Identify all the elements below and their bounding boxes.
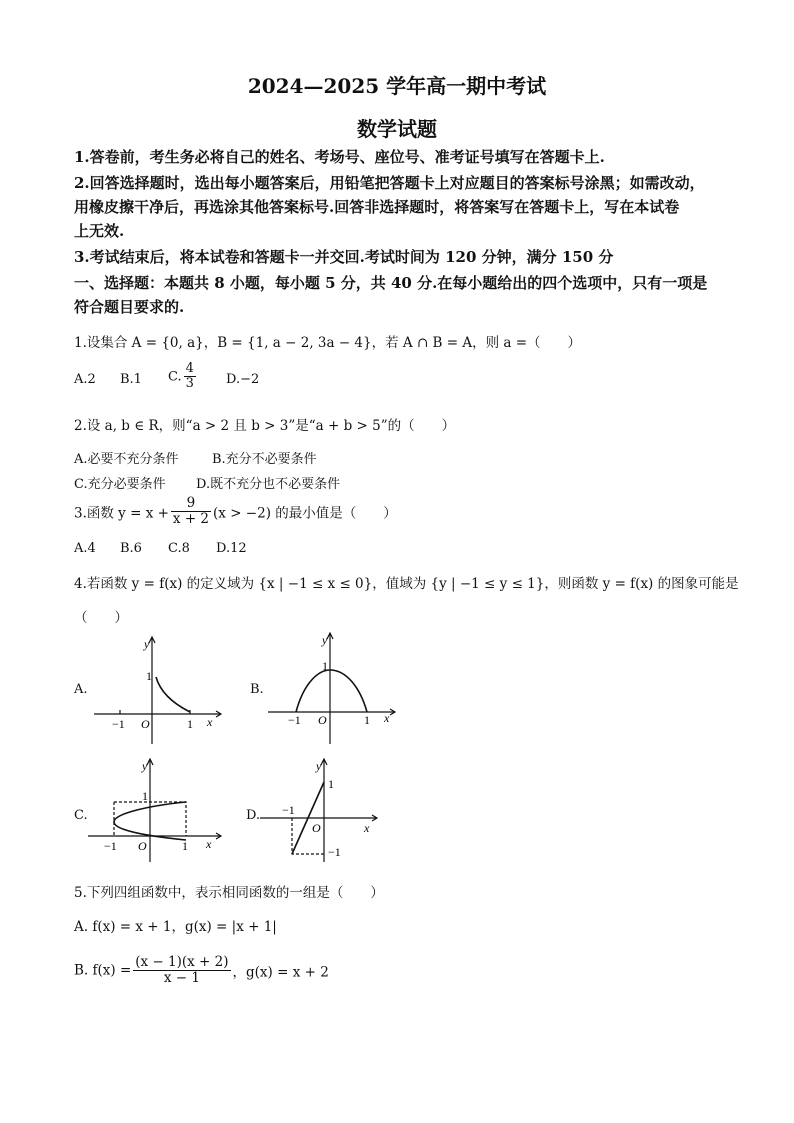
- q4-graph-b-y-label: y: [322, 633, 328, 647]
- q4-graph-c-tick-neg1: −1: [104, 839, 117, 853]
- q5-option-a: A. f(x) = x + 1，g(x) = |x + 1|: [74, 919, 277, 935]
- q4-graph-d-tick-1: 1: [328, 777, 334, 791]
- exam-title: 2024—2025 学年高一期中考试: [247, 74, 547, 98]
- question-5: 5.下列四组函数中，表示相同函数的一组是（ ）: [74, 885, 384, 901]
- q5-option-b-post: ，g(x) = x + 2: [232, 964, 329, 981]
- q4-graph-a-y-label: y: [144, 637, 150, 651]
- q1-option-c-numerator: 4: [185, 361, 194, 376]
- q4-option-a-label: A.: [74, 682, 88, 697]
- q5-option-b-numerator: (x − 1)(x + 2): [135, 954, 229, 970]
- q3-text-pre: 3.函数 y = x +: [74, 505, 169, 522]
- question-4-paren: （ ）: [74, 610, 128, 626]
- q4-graph-d-x-label: x: [364, 821, 370, 835]
- q5-option-b-denominator: x − 1: [163, 969, 200, 986]
- q3-denominator: x + 2: [172, 510, 210, 527]
- q4-graph-c-x-label: x: [206, 837, 212, 851]
- q3-option-c: C.8: [168, 541, 190, 556]
- question-2: 2.设 a, b ∈ R，则“a > 2 且 b > 3”是“a + b > 5”的（ ）: [74, 418, 456, 434]
- q4-graph-b-tick-neg1: −1: [288, 713, 301, 727]
- q1-option-d: D.−2: [226, 372, 260, 387]
- q4-graph-b: [264, 632, 404, 750]
- instruction-3: 3.考试结束后，将本试卷和答题卡一并交回.考试时间为 120 分钟，满分 150 分: [74, 248, 614, 266]
- q4-graph-a-tick-1y: 1: [146, 669, 152, 683]
- q2-option-c: C.充分必要条件: [74, 477, 166, 492]
- q3-numerator: 9: [171, 496, 211, 512]
- q4-graph-d: [258, 756, 388, 864]
- section-heading-cont: 符合题目要求的.: [74, 298, 185, 316]
- q4-graph-b-x-label: x: [384, 711, 390, 725]
- q2-option-a: A.必要不充分条件: [74, 452, 179, 467]
- q4-graph-a-tick-1x: 1: [187, 717, 193, 731]
- exam-subtitle: 数学试题: [357, 117, 437, 141]
- instruction-2: 2.回答选择题时，选出每小题答案后，用铅笔把答题卡上对应题目的答案标号涂黑；如需改动，: [74, 174, 705, 192]
- q4-graph-a-x-label: x: [207, 715, 213, 729]
- q4-graph-d-tick-neg1-y: −1: [328, 845, 341, 859]
- q4-option-c-label: C.: [74, 808, 88, 823]
- q1-option-c-label: C.: [168, 369, 182, 385]
- q4-graph-a-origin: O: [141, 717, 150, 731]
- q4-graph-c: [86, 756, 226, 864]
- instruction-2-cont: 用橡皮擦干净后，再选涂其他答案标号.回答非选择题时，将答案写在答题卡上，写在本试卷: [74, 198, 680, 216]
- q5-option-b-pre: B. f(x) =: [74, 962, 132, 979]
- instruction-2-end: 上无效.: [74, 222, 125, 240]
- q4-graph-c-tick-1x: 1: [182, 839, 188, 853]
- q4-graph-b-tick-1y: 1: [322, 659, 328, 673]
- q4-graph-a-tick-neg1: −1: [112, 717, 125, 731]
- q4-graph-d-y-label: y: [316, 759, 322, 773]
- q3-option-d: D.12: [216, 541, 247, 556]
- q4-graph-a: [90, 632, 230, 750]
- q5-option-b: [74, 955, 329, 986]
- q4-graph-d-tick-neg1-x: −1: [282, 803, 295, 817]
- q3-option-b: B.6: [120, 541, 142, 556]
- q1-option-c-denominator: 3: [185, 376, 194, 392]
- q3-option-a: A.4: [74, 541, 96, 556]
- q4-option-b-label: B.: [250, 682, 264, 697]
- q1-option-c: [168, 362, 198, 392]
- q4-graph-b-origin: O: [318, 713, 327, 727]
- q4-graph-d-origin: O: [312, 821, 321, 835]
- q2-option-d: D.既不充分也不必要条件: [196, 477, 341, 492]
- q4-graph-b-tick-1x: 1: [364, 713, 370, 727]
- question-3: [74, 496, 397, 527]
- q1-option-a: A.2: [74, 372, 96, 387]
- q2-option-b: B.充分不必要条件: [212, 452, 317, 467]
- question-4: 4.若函数 y = f(x) 的定义域为 {x | −1 ≤ x ≤ 0}，值域为 {y | −1 ≤ y ≤ 1}，则函数 y = f(x) 的图象可能是: [74, 576, 739, 592]
- instruction-1: 1.答卷前，考生务必将自己的姓名、考场号、座位号、准考证号填写在答题卡上.: [74, 148, 605, 166]
- q4-graph-c-origin: O: [138, 839, 147, 853]
- q4-graph-c-y-label: y: [142, 759, 148, 773]
- q1-option-b: B.1: [120, 372, 142, 387]
- q3-text-post: (x > −2) 的最小值是（ ）: [213, 505, 397, 522]
- question-1: 1.设集合 A = {0, a}，B = {1, a − 2, 3a − 4}，若 A ∩ B = A，则 a =（ ）: [74, 335, 582, 351]
- q4-option-d-label: D.: [246, 808, 261, 823]
- section-heading: 一、选择题：本题共 8 小题，每小题 5 分，共 40 分.在每小题给出的四个选项中，只有一项是: [74, 274, 708, 292]
- q4-graph-c-tick-1y: 1: [142, 789, 148, 803]
